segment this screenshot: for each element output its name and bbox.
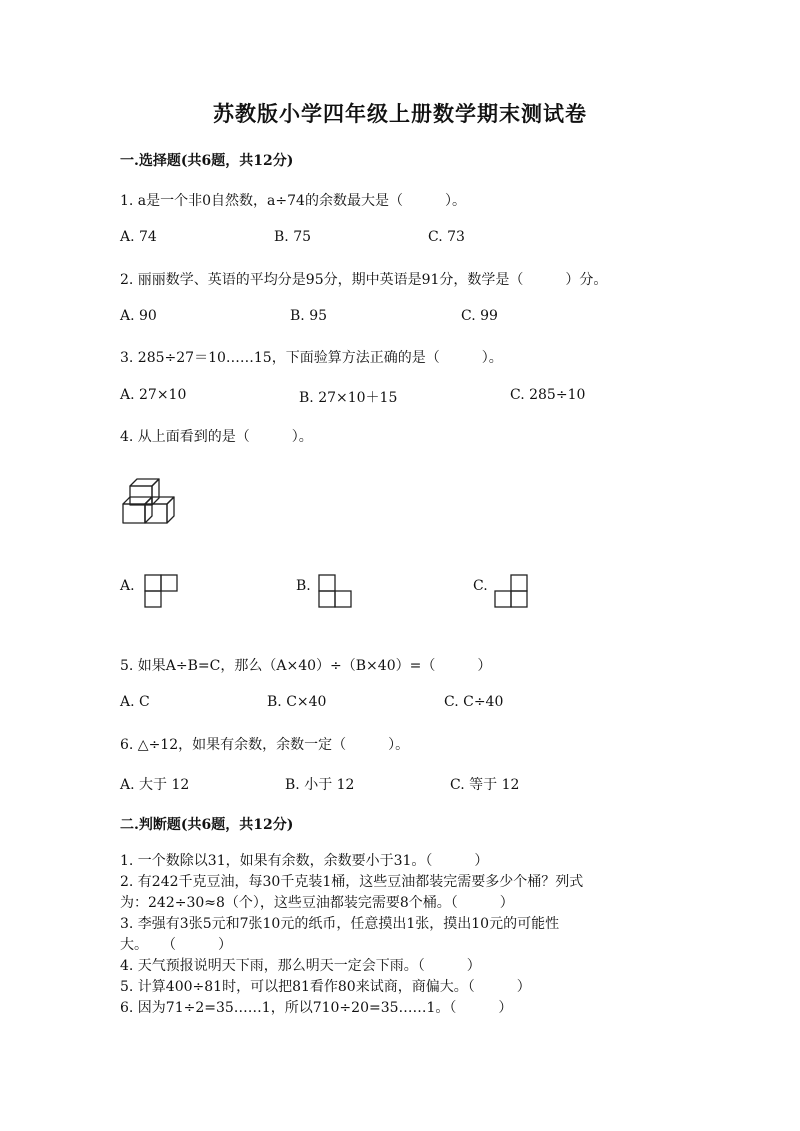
q1-option-b: B. 75 — [274, 229, 312, 245]
question-4: 4. 从上面看到的是（ ）。 — [120, 429, 313, 445]
q4-option-c: C. — [473, 578, 488, 594]
q6-option-b: B. 小于 12 — [285, 777, 355, 793]
question-1: 1. a是一个非0自然数，a÷74的余数最大是（ ）。 — [120, 193, 466, 209]
q3-option-b: B. 27×10＋15 — [299, 390, 398, 406]
q3-option-a: A. 27×10 — [120, 387, 187, 403]
judgment-line: 4. 天气预报说明天下雨，那么明天一定会下雨。（ ） — [120, 958, 481, 974]
q5-option-c: C. C÷40 — [444, 694, 504, 710]
view-c-icon — [494, 574, 528, 608]
judgment-line: 3. 李强有3张5元和7张10元的纸币，任意摸出1张，摸出10元的可能性 — [120, 916, 560, 932]
q1-option-c: C. 73 — [428, 229, 465, 245]
q4-option-a: A. — [120, 578, 135, 594]
q4-option-b: B. — [296, 578, 311, 594]
q2-option-a: A. 90 — [120, 308, 157, 324]
judgment-line: 为：242÷30≈8（个），这些豆油都装完需要8个桶。（ ） — [120, 895, 514, 911]
section-heading-choice: 一.选择题(共6题，共12分) — [120, 153, 294, 169]
judgment-line: 2. 有242千克豆油，每30千克装1桶，这些豆油都装完需要多少个桶？列式 — [120, 874, 584, 890]
judgment-line: 6. 因为71÷2=35……1，所以710÷20=35……1。（ ） — [120, 1000, 513, 1016]
q5-option-b: B. C×40 — [267, 694, 327, 710]
q5-option-a: A. C — [120, 694, 150, 710]
question-2: 2. 丽丽数学、英语的平均分是95分，期中英语是91分，数学是（ ）分。 — [120, 272, 608, 288]
section-heading-judgment: 二.判断题(共6题，共12分) — [120, 817, 294, 833]
question-6: 6. △÷12，如果有余数，余数一定（ ）。 — [120, 737, 410, 753]
q6-option-a: A. 大于 12 — [120, 777, 190, 793]
view-b-icon — [318, 574, 352, 608]
q1-option-a: A. 74 — [120, 229, 157, 245]
question-5: 5. 如果A÷B=C，那么（A×40）÷（B×40）=（ ） — [120, 658, 492, 674]
judgment-line: 1. 一个数除以31，如果有余数，余数要小于31。（ ） — [120, 853, 489, 869]
q2-option-c: C. 99 — [461, 308, 498, 324]
cube-stack-figure — [120, 478, 182, 526]
q2-option-b: B. 95 — [290, 308, 328, 324]
judgment-line: 5. 计算400÷81时，可以把81看作80来试商，商偏大。（ ） — [120, 979, 531, 995]
page-title: 苏教版小学四年级上册数学期末测试卷 — [213, 101, 587, 126]
judgment-line: 大。 （ ） — [120, 937, 232, 953]
q3-option-c: C. 285÷10 — [510, 387, 586, 403]
view-a-icon — [144, 574, 178, 608]
question-3: 3. 285÷27＝10……15，下面验算方法正确的是（ ）。 — [120, 350, 503, 366]
q6-option-c: C. 等于 12 — [450, 777, 520, 793]
